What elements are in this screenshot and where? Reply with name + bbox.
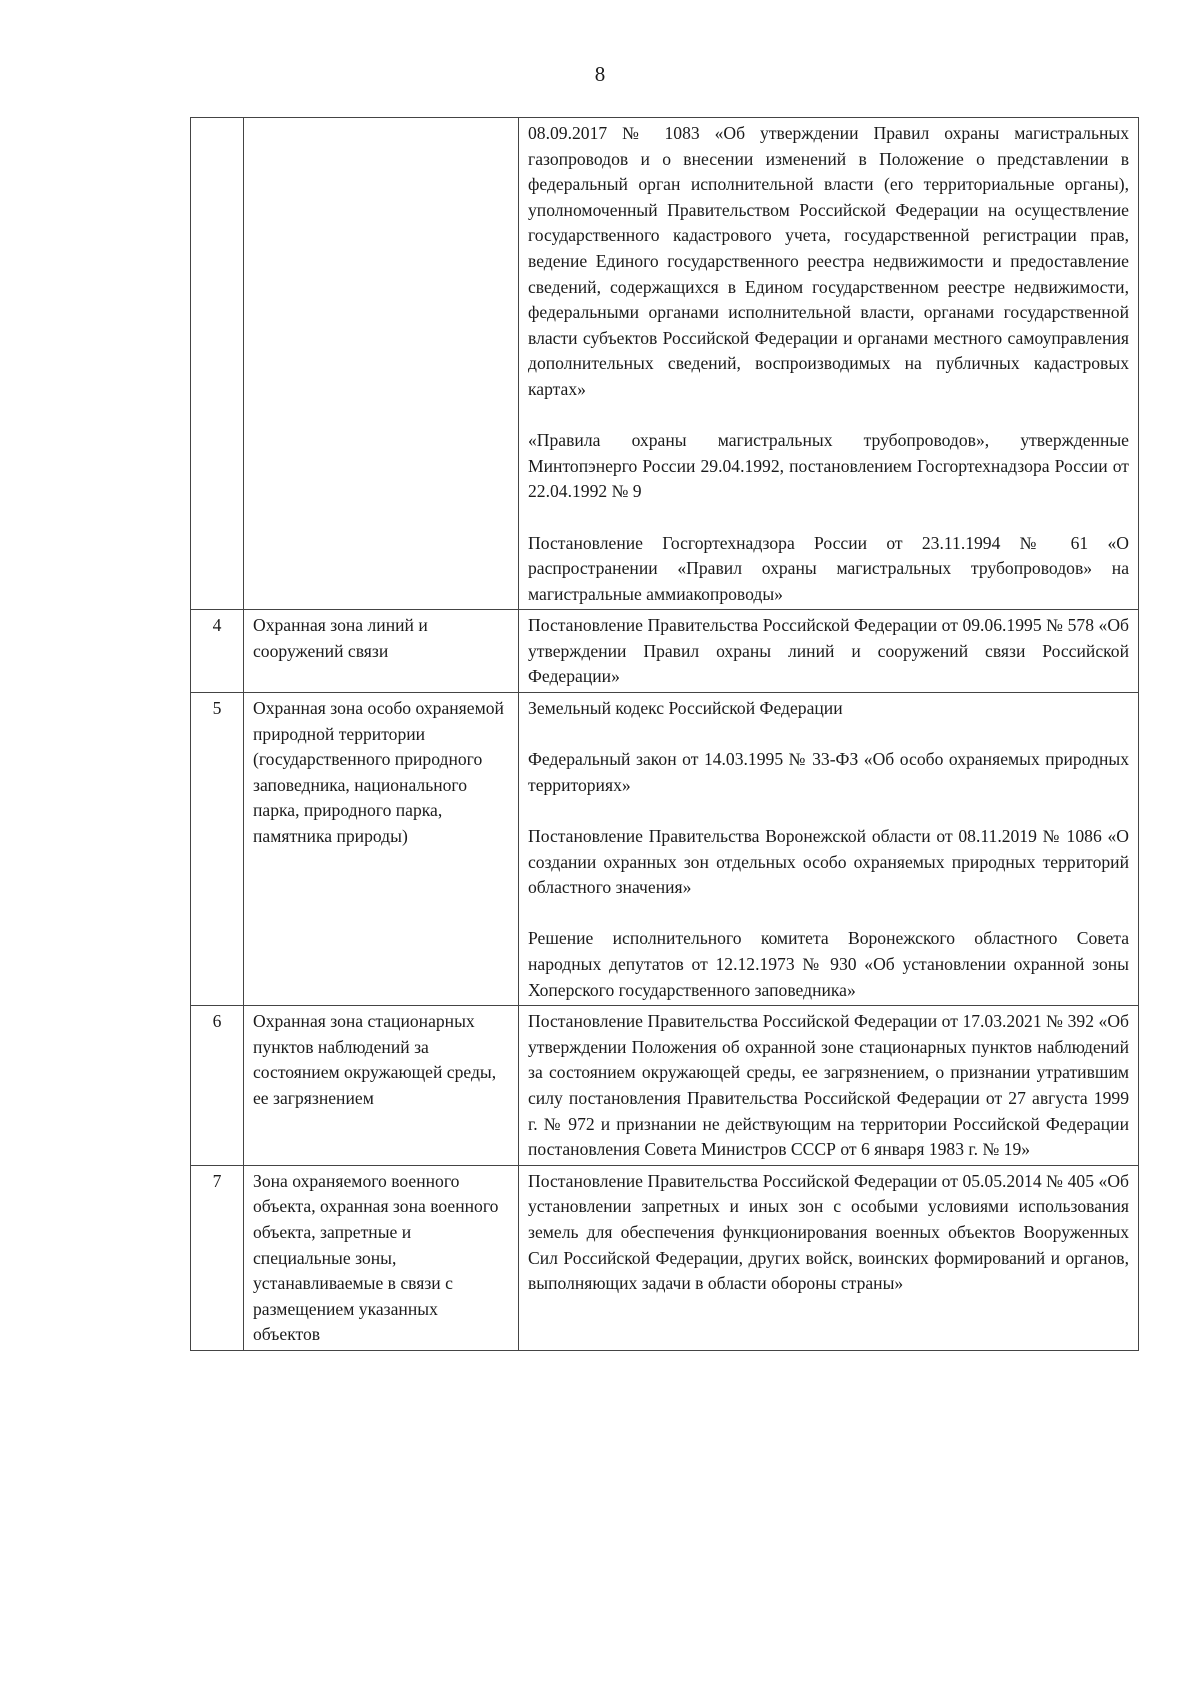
legal-basis-paragraph: Постановление Госгортехнадзора России от 23.11.1994 № 61 «О распространении «Правил охраны магистральных трубопроводов» на магистральные аммиакопроводы»: [528, 532, 1129, 604]
legal-basis-paragraph: Постановление Правительства Российской Федерации от 05.05.2014 № 405 «Об установлении запретных и иных зон с особыми условиями использования земель для обеспечения функционирования военных объектов Вооруженных Сил Российской Федерации, других войск, воинских формирований и органов, выполняющих задачи в области обороны страны»: [528, 1170, 1129, 1294]
legal-basis-paragraph: Федеральный закон от 14.03.1995 № 33-ФЗ «Об особо охраняемых природных территориях»: [528, 749, 1129, 795]
legal-basis-paragraph: 08.09.2017 № 1083 «Об утверждении Правил охраны магистральных газопроводов и о внесении изменений в Положение о представлении в федеральный орган исполнительной власти (его территориальные органы), уполномоченный Правительством Российской Федерации на осуществление государственного кадастрового учета, государственной регистрации прав, ведение Единого государственного реестра недвижимости и предоставление сведений, содержащихся в Едином государственном реестре недвижимости, федеральными органами исполнительной власти, органами государственной власти субъектов Российской Федерации и органами местного самоуправления дополнительных сведений, воспроизводимых на публичных кадастровых картах»: [528, 123, 1129, 399]
legal-basis-paragraph: Постановление Правительства Российской Федерации от 17.03.2021 № 392 «Об утверждении Положения об охранной зоне стационарных пунктов наблюдений за состоянием окружающей среды, ее загрязнением, о признании утратившим силу постановления Правительства Российской Федерации от 27 августа 1999 г. № 972 и признании не действующим на территории Российской Федерации постановления Совета Министров СССР от 6 января 1983 г. № 19»: [528, 1011, 1129, 1160]
zone-name: Зона охраняемого военного объекта, охранная зона военного объекта, запретные и специальные зоны, устанавливаемые в связи с размещением указанных объектов: [244, 1165, 519, 1350]
table-row: [191, 1006, 1139, 1166]
zone-name: Охранная зона особо охраняемой природной территории (государственного природного заповедника, национального парка, природного парка, памятника природы): [244, 693, 519, 1006]
table-row: [191, 610, 1139, 693]
legal-basis-paragraph: Земельный кодекс Российской Федерации: [528, 698, 843, 719]
zone-name: Охранная зона стационарных пунктов наблюдений за состоянием окружающей среды, ее загрязнением: [244, 1006, 519, 1166]
zones-table: [190, 117, 1139, 1351]
page-number: 8: [594, 62, 606, 86]
legal-basis-paragraph: Постановление Правительства Воронежской области от 08.11.2019 № 1086 «О создании охранных зон отдельных особо охраняемых природных территорий областного значения»: [528, 826, 1129, 898]
row-number: 7: [191, 1165, 244, 1350]
legal-basis: [519, 1006, 1139, 1166]
legal-basis-paragraph: Решение исполнительного комитета Воронежского областного Совета народных депутатов от 12.12.1973 № 930 «Об установлении охранной зоны Хоперского государственного заповедника»: [528, 928, 1129, 1000]
row-number: 4: [191, 610, 244, 693]
legal-basis: [519, 610, 1139, 693]
legal-basis: [519, 1165, 1139, 1350]
row-number: 5: [191, 693, 244, 1006]
zone-name: [244, 118, 519, 610]
table-row: [191, 118, 1139, 610]
legal-basis: [519, 118, 1139, 610]
legal-basis-paragraph: Постановление Правительства Российской Федерации от 09.06.1995 № 578 «Об утверждении Правил охраны линий и сооружений связи Российской Федерации»: [528, 615, 1129, 687]
table-row: [191, 1165, 1139, 1350]
zone-name: Охранная зона линий и сооружений связи: [244, 610, 519, 693]
row-number: 6: [191, 1006, 244, 1166]
legal-basis: [519, 693, 1139, 1006]
table-row: [191, 693, 1139, 1006]
legal-basis-paragraph: «Правила охраны магистральных трубопроводов», утвержденные Минтопэнерго России 29.04.1992, постановлением Госгортехнадзора России от 22.04.1992 № 9: [528, 430, 1129, 502]
row-number: [191, 118, 244, 610]
